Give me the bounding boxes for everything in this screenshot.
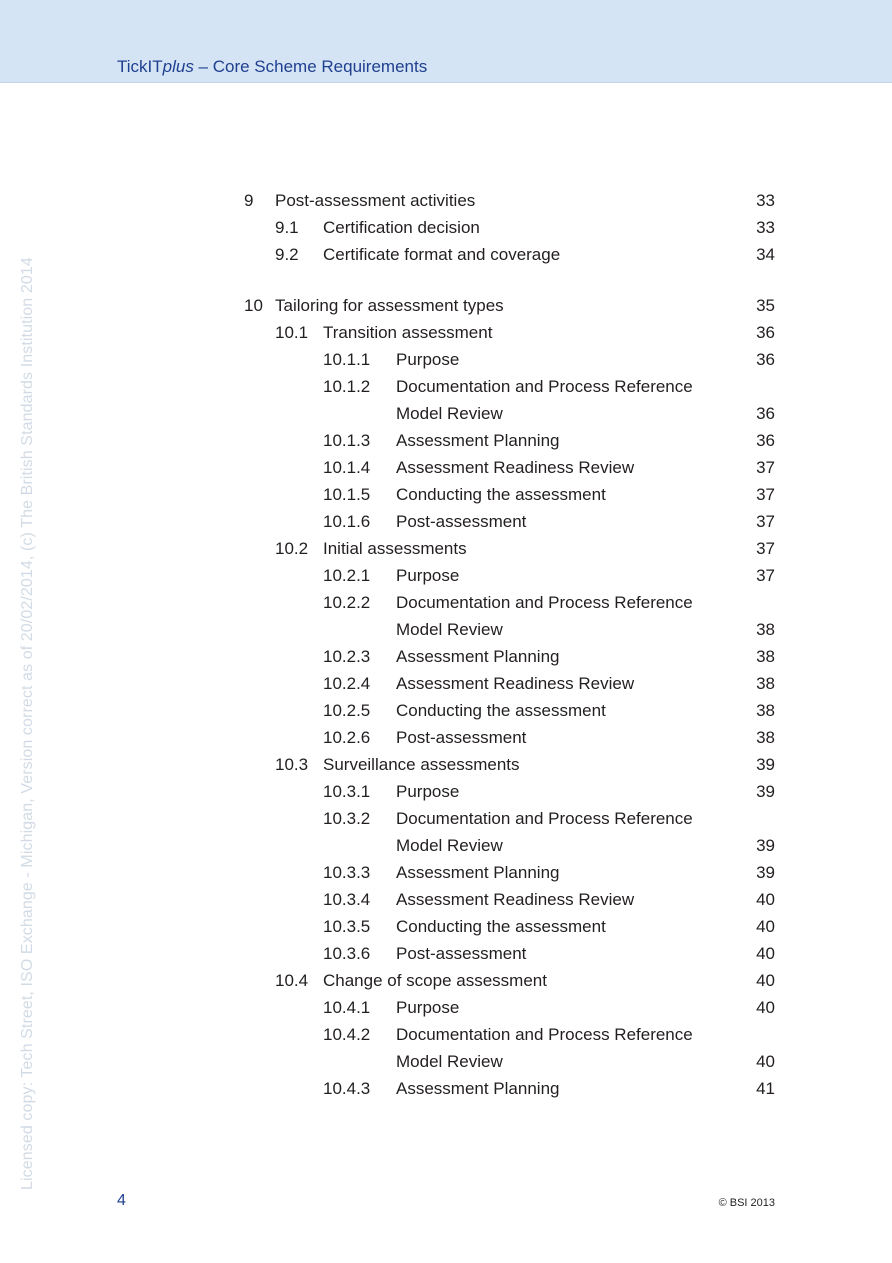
toc-entry-number: 10.3.2	[323, 809, 371, 828]
toc-entry	[0, 724, 775, 751]
toc-entry-page: 40	[756, 890, 775, 909]
toc-entry	[0, 481, 775, 508]
toc-entry-title: Certificate format and coverage	[323, 245, 561, 264]
toc-entry	[0, 859, 775, 886]
toc-entry-title: Assessment Planning	[396, 647, 560, 666]
toc-entry-page: 33	[756, 218, 775, 237]
toc-entry-title: Purpose	[396, 566, 460, 585]
toc-entry-number: 10.2.1	[323, 566, 371, 585]
toc-entry-number: 10.2.4	[323, 674, 371, 693]
toc-entry-page: 40	[756, 944, 775, 963]
toc-entry-number: 10.3.3	[323, 863, 371, 882]
toc-entry-page: 38	[756, 620, 775, 639]
toc-entry-number: 10	[244, 296, 263, 315]
toc-entry	[0, 400, 775, 427]
toc-entry-number: 10.4.1	[323, 998, 371, 1017]
toc-entry	[0, 940, 775, 967]
toc-entry	[0, 913, 775, 940]
toc-entry-title: Certification decision	[323, 218, 480, 237]
toc-entry-number: 10.4.3	[323, 1079, 371, 1098]
toc-entry-title: Documentation and Process Reference	[396, 809, 693, 828]
toc-entry-title: Tailoring for assessment types	[275, 296, 504, 315]
toc-entry-title: Assessment Planning	[396, 1079, 560, 1098]
header-brand-italic: plus	[162, 57, 194, 76]
toc-entry-page: 36	[756, 431, 775, 450]
toc-entry	[0, 187, 775, 214]
toc-entry	[0, 616, 775, 643]
toc-entry-title: Assessment Readiness Review	[396, 458, 635, 477]
toc-entry-page: 40	[756, 998, 775, 1017]
toc-entry	[0, 535, 775, 562]
toc-entry-title: Conducting the assessment	[396, 701, 606, 720]
toc-entry-page: 38	[756, 647, 775, 666]
toc-entry	[0, 1021, 775, 1048]
toc-entry-page: 37	[756, 539, 775, 558]
toc-entry-page: 39	[756, 782, 775, 801]
toc-entry-page: 36	[756, 323, 775, 342]
toc-entry	[0, 589, 775, 616]
toc-entry-number: 10.3.1	[323, 782, 371, 801]
toc-entry	[0, 241, 775, 268]
toc-entry-number: 9.2	[275, 245, 299, 264]
toc-entry-title: Assessment Planning	[396, 431, 560, 450]
toc-entry-number: 10.3.5	[323, 917, 371, 936]
toc-entry	[0, 886, 775, 913]
toc-entry-title: Post-assessment	[396, 728, 527, 747]
toc-entry-number: 10.4.2	[323, 1025, 371, 1044]
toc-entry-title: Assessment Planning	[396, 863, 560, 882]
toc-entry-title: Model Review	[396, 836, 503, 855]
toc-entry-title: Initial assessments	[323, 539, 467, 558]
header-brand: TickIT	[117, 57, 163, 76]
toc-entry-number: 10.1.3	[323, 431, 371, 450]
toc-entry	[0, 427, 775, 454]
toc-entry-number: 10.2.3	[323, 647, 371, 666]
toc-entry	[0, 697, 775, 724]
toc-entry-number: 10.3.6	[323, 944, 371, 963]
toc-entry-page: 36	[756, 404, 775, 423]
toc-entry-number: 9.1	[275, 218, 299, 237]
toc-entry-page: 39	[756, 836, 775, 855]
toc-entry	[0, 373, 775, 400]
license-watermark: Licensed copy: Tech Street, ISO Exchange - Michigan, Version correct as of 20/02/2014, (c) The British Standards Institution 2014	[19, 257, 36, 1190]
toc-entry-page: 37	[756, 512, 775, 531]
toc-entry-number: 9	[244, 191, 254, 210]
toc-entry	[0, 994, 775, 1021]
toc-entry-number: 10.1.4	[323, 458, 371, 477]
toc-entry	[0, 778, 775, 805]
toc-entry-number: 10.1.1	[323, 350, 371, 369]
toc-entry-title: Assessment Readiness Review	[396, 890, 635, 909]
toc-entry-page: 38	[756, 674, 775, 693]
toc-entry	[0, 562, 775, 589]
page-header-title	[117, 57, 427, 77]
toc-entry-title: Documentation and Process Reference	[396, 593, 693, 612]
toc-entry-title: Conducting the assessment	[396, 917, 606, 936]
toc-entry-title: Change of scope assessment	[323, 971, 547, 990]
toc-entry	[0, 346, 775, 373]
toc-entry-page: 40	[756, 917, 775, 936]
toc-entry-title: Purpose	[396, 350, 460, 369]
footer-page-number: 4	[117, 1192, 126, 1209]
toc-entry	[0, 319, 775, 346]
toc-entry-page: 36	[756, 350, 775, 369]
toc-entry	[0, 214, 775, 241]
toc-entry-number: 10.3	[275, 755, 309, 774]
toc-entry-number: 10.2.2	[323, 593, 371, 612]
toc-entry-title: Surveillance assessments	[323, 755, 520, 774]
toc-entry-page: 38	[756, 728, 775, 747]
toc-entry-title: Transition assessment	[323, 323, 493, 342]
toc-entry-page: 35	[756, 296, 775, 315]
toc-entry-title: Assessment Readiness Review	[396, 674, 635, 693]
toc-entry	[0, 508, 775, 535]
toc-entry-title: Model Review	[396, 1052, 503, 1071]
toc-entry	[0, 805, 775, 832]
toc-entry-title: Model Review	[396, 620, 503, 639]
toc-entry	[0, 292, 775, 319]
toc-entry-page: 37	[756, 566, 775, 585]
toc-entry-number: 10.1.5	[323, 485, 371, 504]
toc-entry-number: 10.3.4	[323, 890, 371, 909]
toc-entry-title: Post-assessment activities	[275, 191, 476, 210]
toc-entry-title: Documentation and Process Reference	[396, 1025, 693, 1044]
toc-entry-title: Conducting the assessment	[396, 485, 606, 504]
toc-entry-title: Purpose	[396, 998, 460, 1017]
toc-entry-number: 10.2.5	[323, 701, 371, 720]
toc-entry-number: 10.2.6	[323, 728, 371, 747]
toc-entry-title: Model Review	[396, 404, 503, 423]
toc-entry	[0, 967, 775, 994]
toc-entry-page: 38	[756, 701, 775, 720]
toc-entry-page: 34	[756, 245, 775, 264]
toc-entry-page: 39	[756, 863, 775, 882]
toc-entry	[0, 751, 775, 778]
toc-entry	[0, 454, 775, 481]
toc-entry-page: 40	[756, 971, 775, 990]
toc-entry-number: 10.2	[275, 539, 309, 558]
toc-entry-page: 37	[756, 485, 775, 504]
toc-entry-page: 39	[756, 755, 775, 774]
footer-copyright: © BSI 2013	[718, 1197, 775, 1209]
toc-entry-number: 10.1	[275, 323, 309, 342]
toc-entry	[0, 670, 775, 697]
toc-entry-number: 10.1.2	[323, 377, 371, 396]
toc-entry	[0, 643, 775, 670]
toc-entry-page: 40	[756, 1052, 775, 1071]
toc-entry-title: Post-assessment	[396, 944, 527, 963]
toc-entry-page: 37	[756, 458, 775, 477]
toc-entry-title: Purpose	[396, 782, 460, 801]
toc-entry-page: 33	[756, 191, 775, 210]
toc-entry	[0, 1048, 775, 1075]
header-title-rest: – Core Scheme Requirements	[193, 57, 428, 76]
toc-entry-title: Documentation and Process Reference	[396, 377, 693, 396]
toc-entry	[0, 832, 775, 859]
toc-entry-page: 41	[756, 1079, 775, 1098]
toc-entry-number: 10.1.6	[323, 512, 371, 531]
toc-entry-title: Post-assessment	[396, 512, 527, 531]
toc-entry-number: 10.4	[275, 971, 309, 990]
toc-entry	[0, 1075, 775, 1102]
